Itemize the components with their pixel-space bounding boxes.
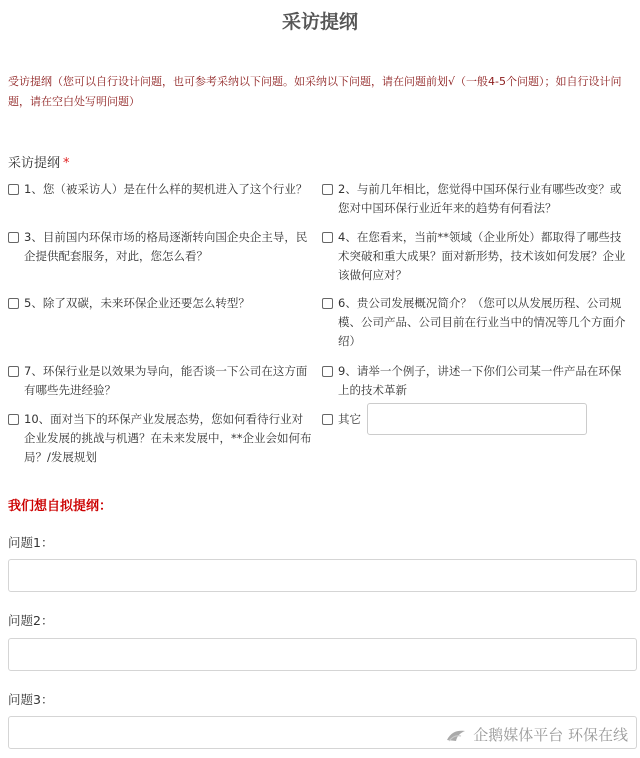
outline-label	[8, 152, 70, 171]
required-mark: *	[63, 156, 70, 171]
outline-label-text: 采访提纲	[8, 156, 61, 171]
page-title: 采访提纲	[281, 11, 358, 33]
outline-option-10-text: 10、面对当下的环保产业发展态势，您如何看待行业对企业发展的挑战与机遇？在未来发展中，**企业会如何布局？/发展规划	[24, 412, 312, 464]
outline-option-3-text: 3、目前国内环保市场的格局逐渐转向国企央企主导，民企提供配套服务，对此，您怎么看？	[24, 230, 308, 263]
outline-option-5-text: 5、除了双碳，未来环保企业还要怎么转型？	[24, 296, 250, 310]
outline-option-1[interactable]	[8, 180, 314, 199]
outline-option-6[interactable]	[322, 294, 632, 351]
outline-option-1-text: 1、您（被采访人）是在什么样的契机进入了这个行业？	[24, 182, 308, 196]
self-outline-title: 我们想自拟提纲：	[8, 499, 113, 514]
question-1-label: 问题1：	[8, 535, 54, 550]
checkbox-other[interactable]	[322, 414, 333, 425]
checkbox-6[interactable]	[322, 298, 333, 309]
watermark	[445, 724, 628, 745]
outline-option-6-text: 6、贵公司发展概况简介？（您可以从发展历程、公司规模、公司产品、公司目前在行业当中的情况等几个方面介绍）	[338, 296, 626, 348]
question-1-input[interactable]	[8, 559, 637, 592]
outline-option-4[interactable]	[322, 228, 632, 285]
penguin-logo-icon	[445, 727, 467, 743]
outline-option-other-text: 其它	[338, 412, 361, 426]
checkbox-9[interactable]	[322, 366, 333, 377]
checkbox-2[interactable]	[322, 184, 333, 195]
checkbox-4[interactable]	[322, 232, 333, 243]
outline-option-7[interactable]	[8, 362, 314, 400]
outline-option-3[interactable]	[8, 228, 314, 266]
outline-option-9-text: 9、请举一个例子，讲述一下你们公司某一件产品在环保上的技术革新	[338, 364, 622, 397]
outline-option-2-text: 2、与前几年相比，您觉得中国环保行业有哪些改变？或 您对中国环保行业近年来的趋势有何看法？	[338, 182, 622, 215]
outline-option-4-text: 4、在您看来，当前**领域（企业所处）都取得了哪些技术突破和重大成果？面对新形势，技术该如何发展？企业该做何应对？	[338, 230, 626, 282]
instruction-text: 受访提纲（您可以自行设计问题，也可参考采纳以下问题。如采纳以下问题，请在问题前划√（一般4-5个问题）；如自行设计问题，请在空白处写明问题）	[8, 75, 622, 108]
question-3-label: 问题3：	[8, 692, 54, 707]
checkbox-10[interactable]	[8, 414, 19, 425]
question-2-label: 问题2：	[8, 613, 54, 628]
outline-option-other[interactable]	[322, 410, 366, 429]
outline-option-7-text: 7、环保行业是以效果为导向，能否谈一下公司在这方面有哪些先进经验？	[24, 364, 308, 397]
other-input[interactable]	[367, 403, 587, 435]
outline-option-5[interactable]	[8, 294, 314, 313]
checkbox-5[interactable]	[8, 298, 19, 309]
question-2-input[interactable]	[8, 638, 637, 671]
outline-option-2[interactable]	[322, 180, 632, 218]
checkbox-7[interactable]	[8, 366, 19, 377]
outline-option-9[interactable]	[322, 362, 632, 400]
watermark-text: 企鹅媒体平台 环保在线	[473, 726, 628, 744]
outline-option-10[interactable]	[8, 410, 314, 467]
checkbox-3[interactable]	[8, 232, 19, 243]
checkbox-1[interactable]	[8, 184, 19, 195]
